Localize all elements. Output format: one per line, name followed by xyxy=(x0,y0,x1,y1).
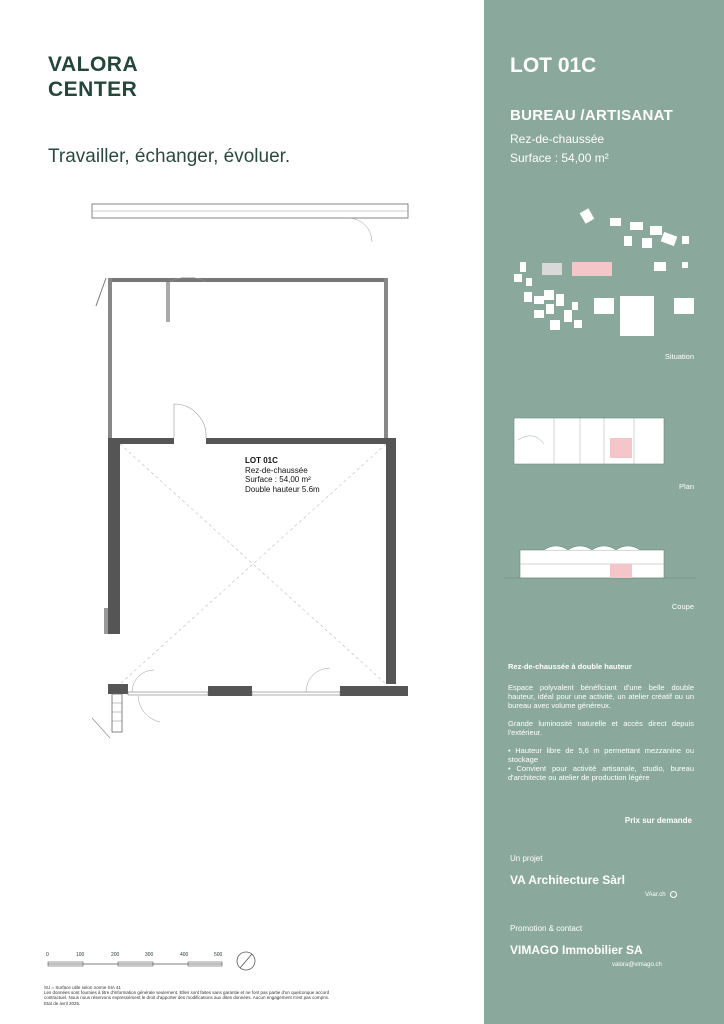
plan-lot-floor: Rez-de-chaussée xyxy=(245,465,308,475)
agency-email[interactable]: valora@vimago.ch xyxy=(612,962,662,968)
agency-name: VIMAGO Immobilier SA xyxy=(510,943,643,957)
plan-lot-number: LOT 01C xyxy=(245,456,278,465)
panel-usage-type: BUREAU /ARTISANAT xyxy=(510,107,674,124)
external-link-icon xyxy=(670,891,677,898)
caption-situation: Situation xyxy=(664,352,694,361)
brand-logo xyxy=(48,52,138,102)
description-bullet-2: • Convient pour activité artisanale, studio, bureau d'architecte ou atelier de production légère xyxy=(508,764,694,782)
architect-url[interactable]: VAar.ch xyxy=(645,892,666,899)
scale-tick-0: 0 xyxy=(46,952,49,958)
panel-floor: Rez-de-chaussée xyxy=(510,132,605,146)
scale-tick-200: 200 xyxy=(111,952,120,958)
scale-tick-100: 100 xyxy=(76,952,85,958)
architect-link[interactable] xyxy=(645,891,677,898)
info-panel xyxy=(484,0,724,1024)
tagline: Travailler, échanger, évoluer. xyxy=(48,146,291,167)
contact-label: Promotion & contact xyxy=(510,924,583,933)
footnote xyxy=(44,985,464,1006)
description-bullet-1: • Hauteur libre de 5,6 m permettant mezzanine ou stockage xyxy=(508,746,694,764)
scale-tick-300: 300 xyxy=(145,952,154,958)
footnote-line-2: Les données sont fournies à titre d'information générale seulement. Elles sont faites sans garantie et ne font pas partie d'un quelconque accord xyxy=(44,990,330,996)
panel-surface: Surface : 54,00 m² xyxy=(510,151,609,165)
description-paragraph-2: Grande luminosité naturelle et accès direct depuis l'extérieur. xyxy=(508,719,694,737)
price-text: Prix sur demande xyxy=(624,816,692,825)
section-mini xyxy=(484,540,724,590)
project-label: Un projet xyxy=(510,854,543,863)
plan-lot-surface: Surface : 54,00 m² xyxy=(245,475,311,485)
description-paragraph-1: Espace polyvalent bénéficiant d'une belle double hauteur, idéal pour une activité, un atelier créatif ou un bureau avec volume généreux. xyxy=(508,683,694,710)
scale-bar-graphic xyxy=(44,944,264,974)
lot-description xyxy=(508,662,694,782)
plan-mini xyxy=(484,410,724,470)
architect-name: VA Architecture Sàrl xyxy=(510,873,625,887)
scale-tick-500: 500 xyxy=(214,952,223,958)
footnote-line-3: contractuel. Nous nous réservons expressément le droit d'apporter des modifications aux dites données. Aucun engagement n'est pas compris. xyxy=(44,995,330,1001)
plan-lot-height: Double hauteur 5.6m xyxy=(245,484,320,494)
caption-coupe: Coupe xyxy=(671,602,694,611)
scale-tick-400: 400 xyxy=(180,952,189,958)
footnote-line-1: SU = Surface utile selon norme SIA 41 xyxy=(44,985,121,990)
plan-lot-label xyxy=(245,456,320,494)
scale-bar xyxy=(44,944,264,974)
footnote-line-4: Etat de avril 2025. xyxy=(44,1000,81,1006)
brand-line-1: VALORA xyxy=(48,53,139,76)
description-heading: Rez-de-chaussée à double hauteur xyxy=(508,662,632,671)
panel-lot-title: LOT 01C xyxy=(510,54,597,77)
situation-map xyxy=(484,200,724,345)
caption-plan: Plan xyxy=(678,482,694,491)
brand-line-2: CENTER xyxy=(48,78,138,101)
